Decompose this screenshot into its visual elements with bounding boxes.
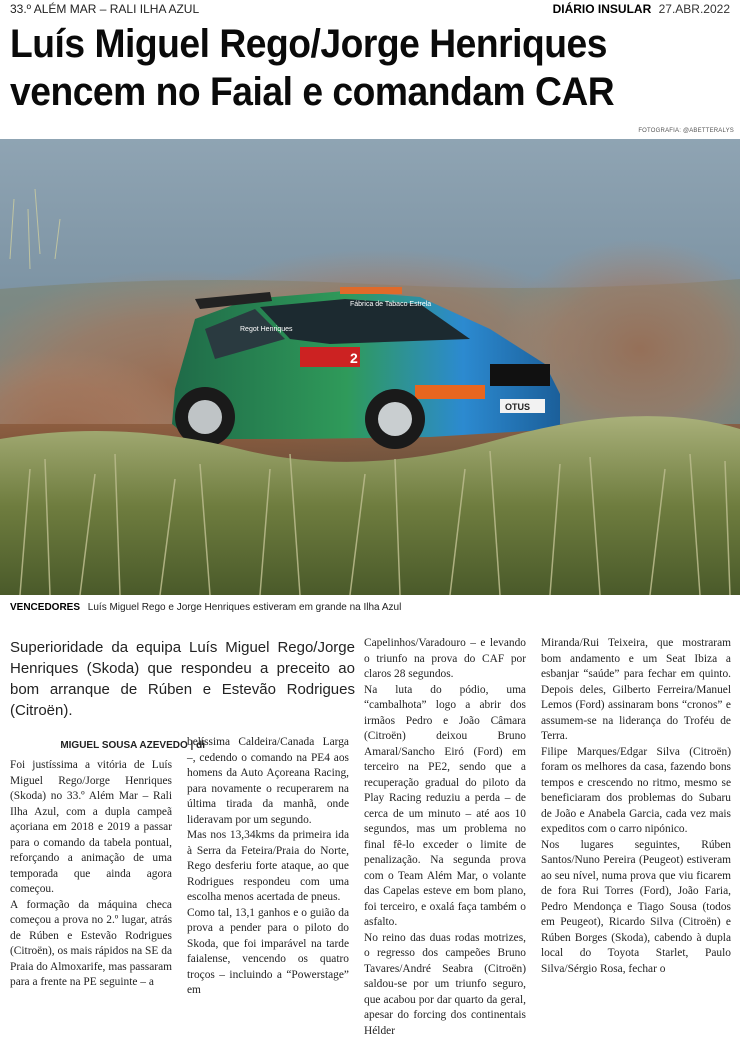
publication-name: DIÁRIO INSULAR	[553, 2, 652, 16]
photo-caption	[10, 602, 401, 613]
paragraph: A formação da máquina checa começou a prova no 2.º lugar, atrás de Rúben e Estevão Rodrigues (Citroën), os mais rápidos na SE da Praia do Almoxarife, mas passaram para a frente na PE seguinte – a	[10, 898, 172, 991]
paragraph: No reino das duas rodas motrizes, o regresso dos campeões Bruno Tavares/André Seabra (Citroën) saldou-se por um triunfo seguro, que acabou por dar quarto da geral, apesar do forcing dos continentais Hélder	[364, 931, 526, 1039]
article-column-2	[187, 735, 349, 958]
door-names: Regot Henriques	[240, 326, 293, 333]
section-label: 33.º ALÉM MAR – RALI ILHA AZUL	[10, 2, 199, 16]
paragraph: Capelinhos/Varadouro – e levando o triunfo na prova do CAF por claros 28 segundos.	[364, 636, 526, 683]
paragraph: belíssima Caldeira/Canada Larga –, cedendo o comando na PE4 aos homens da Auto Açoreana Racing, para novamente o recuperarem na última tirada da manhã, onde lideravam por um segundo.	[187, 735, 349, 828]
paragraph: Filipe Marques/Edgar Silva (Citroën) foram os melhores da casa, fazendo bons tempos e crescendo no ritmo, mesmo se beneficiaram dos problemas do Subaru de João e Anabela Garcia, cada vez mais expeditos com o carro nipónico.	[541, 745, 731, 838]
paragraph: Foi justíssima a vitória de Luís Miguel Rego/Jorge Henriques (Skoda) no 33.º Além Mar – Rali Ilha Azul, com a dupla campeã açoriana em 2018 e 2019 a passar para o comando da tabela pontual, reforçando a animação de uma temporada que ainda agora começou.	[10, 758, 172, 898]
paragraph: Mas nos 13,34kms da primeira ida à Serra da Feteira/Praia do Norte, Rego desferiu forte ataque, ao que Rodrigues respondeu com uma escolha menos acertada de pneus.	[187, 828, 349, 906]
caption-label: VENCEDORES	[10, 602, 80, 613]
paragraph: Na luta do pódio, uma “cambalhota” logo a abrir dos irmãos Pedro e João Câmara (Citroën) deixou Bruno Amaral/Sancho Eiró (Ford) em terceiro na PE2, sendo que a recuperação gradual do piloto da Play Racing reduziu a perda – de cerca de um minuto – até aos 10 segundos, mas um problema no final fê-lo exceder o limite de penalização. Na segunda prova com o Team Além Mar, o volante das Capelas esteve em bom plano, foi terceiro, e oxalá faça também o asfalto.	[364, 683, 526, 931]
article-column-3	[364, 636, 526, 958]
rally-photo	[0, 139, 740, 595]
article-column-4	[541, 636, 731, 958]
masthead	[553, 2, 730, 16]
page-header	[10, 2, 730, 18]
headline: Luís Miguel Rego/Jorge Henriques vencem no Faial e comandam CAR	[10, 20, 684, 116]
paragraph: Nos lugares seguintes, Rúben Santos/Nuno Pereira (Peugeot) estiveram ao seu nível, numa prova que viu ficarem de fora Rui Torres (Ford), João Faria, Pedro Mendonça e Tiago Sousa (todos em Peugeot), Ricardo Silva (Citroën) e Rúben Borges (Skoda), cabendo à dupla local do Toyota Starlet, Paulo Silva/Sérgio Rosa, fechar o	[541, 838, 731, 978]
lead-paragraph: Superioridade da equipa Luís Miguel Rego/Jorge Henriques (Skoda) que respondeu a preceito ao bom arranque de Rúben e Estevão Rodrigues (Citroën).	[10, 637, 355, 721]
car-number: 2	[350, 350, 358, 366]
paragraph: Miranda/Rui Teixeira, que mostraram bom andamento e um Seat Ibiza a esbanjar “saúde” para fechar em quinto. Depois deles, Gilberto Ferreira/Manuel Lemos (Ford) assinaram bons “cronos” e assumem-se na liderança do Troféu de Terra.	[541, 636, 731, 745]
windscreen-banner: Fábrica de Tabaco Estrela	[350, 301, 431, 308]
caption-text: Luís Miguel Rego e Jorge Henriques estiveram em grande na Ilha Azul	[88, 602, 402, 613]
photo-credit: FOTOGRAFIA: @ABETTERALYS	[638, 128, 734, 134]
car-plate: OTUS	[505, 402, 530, 412]
byline: MIGUEL SOUSA AZEVEDO | di	[55, 740, 205, 751]
issue-date: 27.ABR.2022	[659, 2, 730, 16]
article-column-1	[10, 758, 172, 958]
paragraph: Como tal, 13,1 ganhos e o guião da prova a pender para o piloto do Skoda, que foi imparável na tarde faialense, vencendo os quatro troços – incluindo a “Powerstage” em	[187, 906, 349, 999]
